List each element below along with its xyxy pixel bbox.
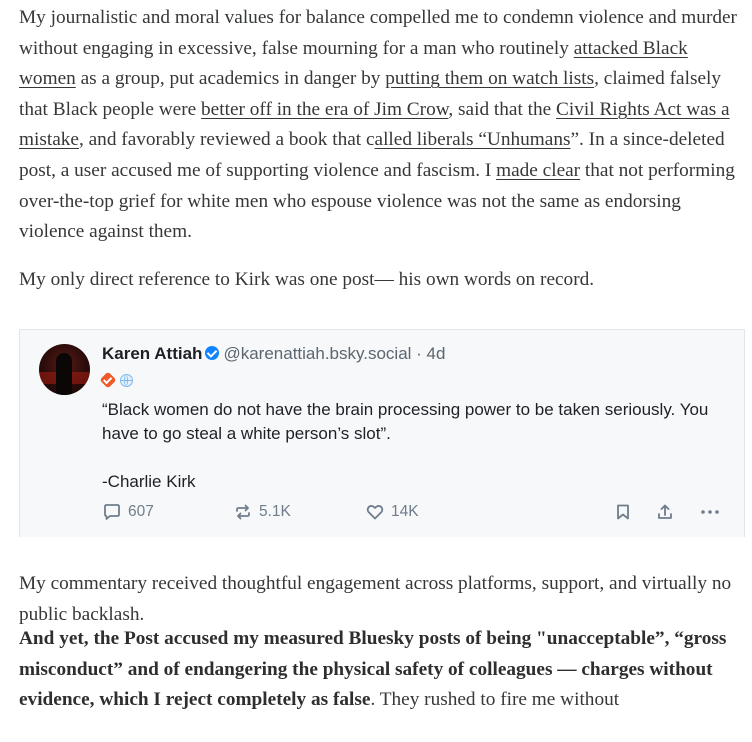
- more-options-button[interactable]: [699, 502, 721, 522]
- link-civil-rights-act[interactable]: Civil Rights Act was a mistake: [19, 98, 730, 151]
- repost-icon: [233, 502, 253, 522]
- globe-icon: [120, 374, 133, 387]
- verified-check-icon: [205, 346, 219, 360]
- post-actions: [102, 502, 722, 524]
- paragraph-commentary: My commentary received thoughtful engagement across platforms, support, and virtually no public backlash.: [19, 573, 732, 625]
- more-icon: [699, 502, 721, 522]
- bold-accusation-text: And yet, the Post accused my measured Bluesky posts of being "unacceptable”, “gross misconduct” and of endangering the physical safety of colleagues — charges without evidence, which I reject completely as false: [19, 628, 727, 711]
- link-watch-lists[interactable]: putting them on watch lists: [385, 68, 595, 90]
- avatar[interactable]: [39, 344, 90, 395]
- repost-count: 5.1K: [259, 503, 291, 520]
- post-signature: -Charlie Kirk: [102, 472, 196, 491]
- like-count: 14K: [391, 503, 419, 520]
- link-made-clear[interactable]: made clear: [496, 159, 581, 181]
- link-jim-crow[interactable]: better off in the era of Jim Crow: [201, 98, 449, 120]
- post-quote: “Black women do not have the brain processing power to be taken seriously. You have to go steal a white person’s slot”.: [102, 400, 709, 443]
- paragraph-values: My journalistic and moral values for balance compelled me to condemn violence and murder without engaging in excessive, false mourning for a man who routinely attacked Black women as a group, put academics in danger by putting them on watch lists, claimed falsely that Black people were better off in the era of Jim Crow, said that the Civil Rights Act was a mistake, and favorably reviewed a book that called liberals “Unhumans”. In a since-deleted post, a user accused me of supporting violence and fascism. I made clear that not performing over-the-top grief for white men who espouse violence was not the same as endorsing violence against them.: [19, 7, 737, 243]
- heart-icon: [365, 502, 385, 522]
- author-handle-time[interactable]: @karenattiah.bsky.social · 4d: [223, 344, 446, 363]
- bookmark-icon: [613, 502, 633, 522]
- post-header: [102, 344, 445, 364]
- bluesky-post-embed[interactable]: [19, 329, 745, 537]
- reply-count: 607: [128, 503, 154, 520]
- post-text: [102, 398, 722, 494]
- share-button[interactable]: [655, 502, 675, 522]
- reply-button[interactable]: [102, 502, 154, 522]
- like-button[interactable]: [365, 502, 419, 522]
- author-name[interactable]: Karen Attiah: [102, 344, 203, 363]
- paragraph-accusation: And yet, the Post accused my measured Bluesky posts of being "unacceptable”, “gross misconduct” and of endangering the physical safety of colleagues — charges without evidence, which I reject completely as false. They rushed to fire me without: [19, 628, 727, 711]
- link-unhumans[interactable]: alled liberals “Unhumans: [374, 129, 571, 151]
- org-badge-icon: [100, 372, 117, 389]
- link-attacked-black-women[interactable]: attacked Black women: [19, 37, 688, 90]
- share-icon: [655, 502, 675, 522]
- bookmark-button[interactable]: [613, 502, 633, 522]
- reply-icon: [102, 502, 122, 522]
- paragraph-reference: My only direct reference to Kirk was one post— his own words on record.: [19, 269, 595, 290]
- repost-button[interactable]: [233, 502, 291, 522]
